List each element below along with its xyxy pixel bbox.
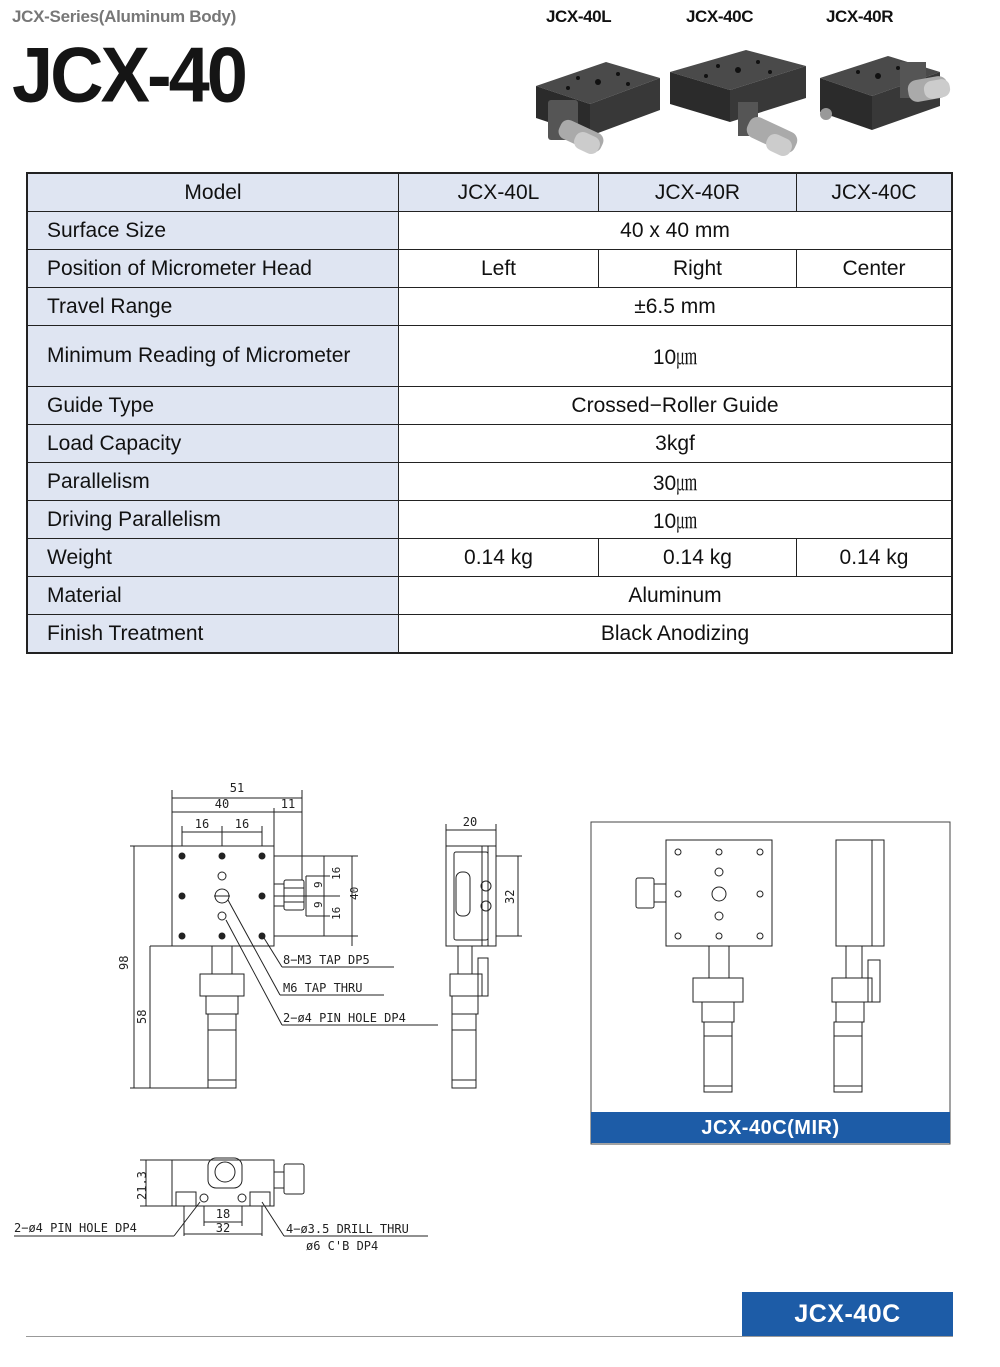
row-value: ±6.5 mm — [399, 288, 953, 326]
dim-40-side: 40 — [348, 886, 361, 900]
row-label: Parallelism — [27, 463, 399, 501]
row-label: Driving Parallelism — [27, 501, 399, 539]
footer-model-badge: JCX-40C — [742, 1292, 953, 1336]
product-photo-jcx-40c — [666, 38, 816, 158]
row-value: 40 x 40 mm — [399, 212, 953, 250]
table-row — [27, 501, 952, 539]
table-row — [27, 539, 952, 577]
header-jcx-40r: JCX-40R — [599, 173, 797, 212]
front-view — [14, 1158, 428, 1253]
row-label: Load Capacity — [27, 425, 399, 463]
dim-16-right: 16 — [234, 817, 250, 831]
row-value: Aluminum — [399, 577, 953, 615]
dim-11: 11 — [280, 797, 296, 811]
callout-m3-tap: 8−M3 TAP DP5 — [283, 953, 370, 967]
dim-40: 40 — [214, 797, 230, 811]
row-label: Surface Size — [27, 212, 399, 250]
row-value: 0.14 kg — [599, 539, 797, 577]
row-label: Finish Treatment — [27, 615, 399, 654]
dim-9-top: 9 — [312, 881, 325, 888]
series-title: JCX-Series(Aluminum Body) — [12, 7, 236, 26]
row-label: Travel Range — [27, 288, 399, 326]
mir-view — [591, 822, 950, 1144]
table-header-row — [27, 173, 952, 212]
callout-m6-tap: M6 TAP THRU — [283, 981, 363, 995]
table-row — [27, 425, 952, 463]
side-view — [446, 815, 522, 1088]
footer-divider — [26, 1336, 953, 1337]
row-label: Minimum Reading of Micrometer — [27, 326, 399, 387]
dim-32-front: 32 — [215, 1221, 231, 1235]
dim-20: 20 — [462, 815, 478, 829]
dim-51: 51 — [229, 781, 245, 795]
table-row — [27, 212, 952, 250]
row-label: Material — [27, 577, 399, 615]
row-value: Left — [399, 250, 599, 288]
dim-32-side: 32 — [503, 889, 517, 904]
row-value: Black Anodizing — [399, 615, 953, 654]
top-view — [117, 781, 438, 1088]
dim-98: 98 — [117, 955, 131, 970]
header-model: Model — [27, 173, 399, 212]
header-jcx-40l: JCX-40L — [399, 173, 599, 212]
row-value: 10㎛ — [399, 501, 953, 539]
product-photo-jcx-40r — [812, 38, 962, 158]
row-value: 0.14 kg — [797, 539, 953, 577]
product-label-jcx-40r: JCX-40R — [826, 7, 894, 26]
dim-16-top: 16 — [330, 866, 343, 880]
callout-counterbore: ø6 C'B DP4 — [306, 1239, 379, 1253]
callout-drill-thru: 4−ø3.5 DRILL THRU — [286, 1222, 409, 1236]
dim-16-bottom: 16 — [330, 906, 343, 920]
callout-front-pin-hole: 2−ø4 PIN HOLE DP4 — [14, 1221, 137, 1235]
dim-16-left: 16 — [194, 817, 210, 831]
table-row — [27, 615, 952, 654]
dim-18: 18 — [215, 1207, 231, 1221]
product-photo-jcx-40l — [528, 38, 668, 158]
dim-58: 58 — [135, 1009, 149, 1024]
dim-21-3: 21.3 — [135, 1171, 149, 1200]
row-value: Right — [599, 250, 797, 288]
header-jcx-40c: JCX-40C — [797, 173, 953, 212]
table-row — [27, 288, 952, 326]
row-value: Center — [797, 250, 953, 288]
table-row — [27, 326, 952, 387]
row-value: 3kgf — [399, 425, 953, 463]
table-row — [27, 387, 952, 425]
product-label-jcx-40c: JCX-40C — [686, 7, 754, 26]
spec-table — [26, 172, 953, 654]
table-row — [27, 577, 952, 615]
table-row — [27, 463, 952, 501]
row-value: 30㎛ — [399, 463, 953, 501]
row-value: 10㎛ — [399, 326, 953, 387]
row-label: Position of Micrometer Head — [27, 250, 399, 288]
row-label: Weight — [27, 539, 399, 577]
mir-label: JCX-40C(MIR) — [591, 1112, 950, 1143]
table-row — [27, 250, 952, 288]
dim-9-bottom: 9 — [312, 901, 325, 908]
row-value: 0.14 kg — [399, 539, 599, 577]
callout-pin-hole: 2−ø4 PIN HOLE DP4 — [283, 1011, 406, 1025]
technical-drawing — [0, 760, 1000, 1270]
row-value: Crossed−Roller Guide — [399, 387, 953, 425]
product-label-jcx-40l: JCX-40L — [546, 7, 612, 26]
row-label: Guide Type — [27, 387, 399, 425]
model-title: JCX-40 — [12, 30, 245, 119]
